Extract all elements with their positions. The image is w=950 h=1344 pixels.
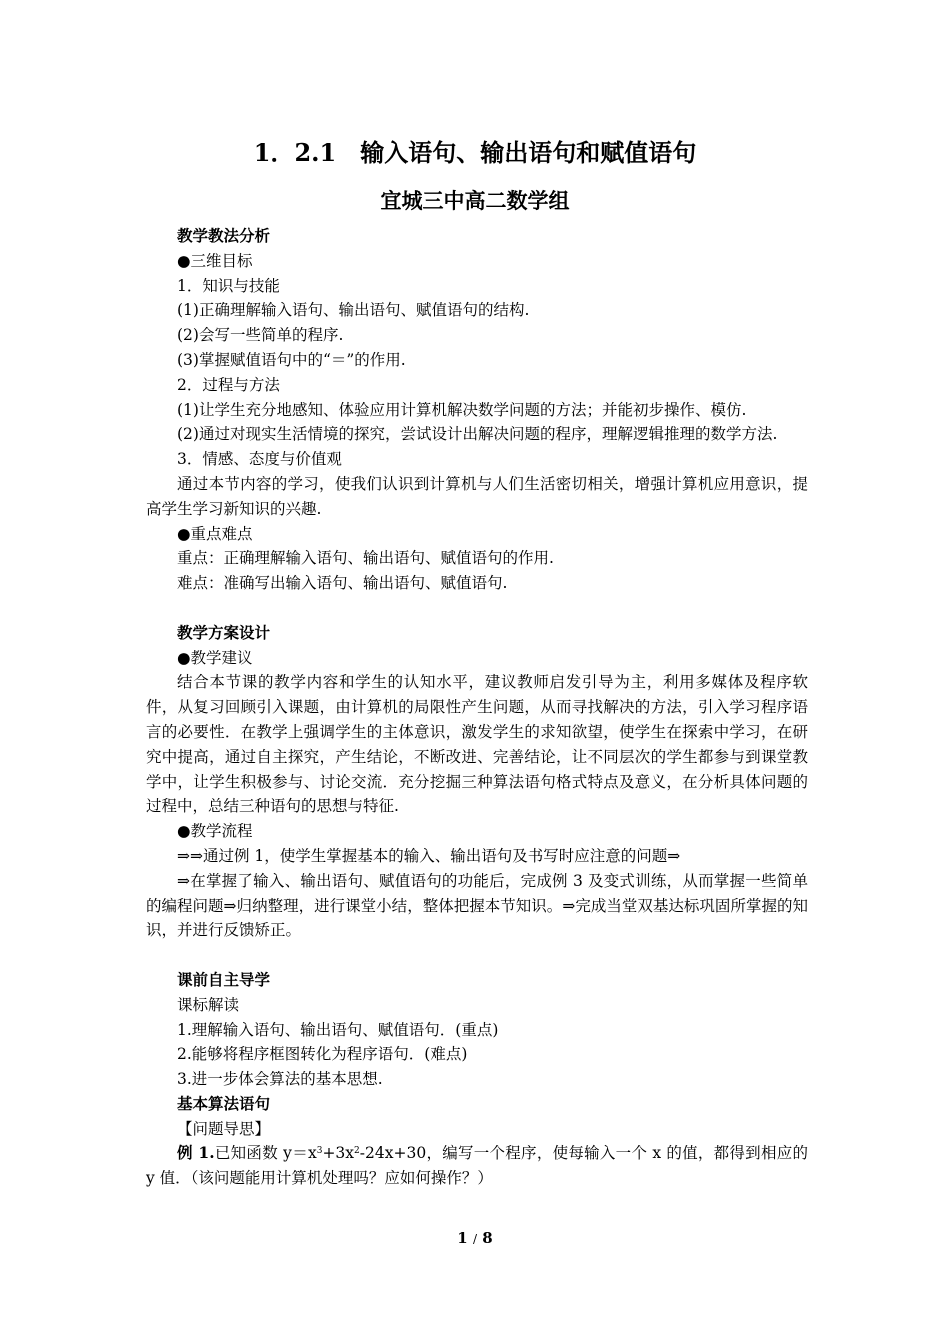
paragraph: 1．知识与技能 xyxy=(177,276,280,295)
paragraph: ⇒⇒通过例 1，使学生掌握基本的输入、输出语句及书写时应注意的问题⇒ xyxy=(177,846,681,865)
paragraph: (3)掌握赋值语句中的“＝”的作用. xyxy=(177,350,406,369)
example-text: +3x xyxy=(322,1144,355,1163)
paragraph: 1.理解输入语句、输出语句、赋值语句．(重点) xyxy=(177,1020,499,1039)
paragraph: (1)让学生充分地感知、体验应用计算机解决数学问题的方法；并能初步操作、模仿. xyxy=(177,400,747,419)
paragraph: (1)正确理解输入语句、输出语句、赋值语句的结构. xyxy=(177,301,530,320)
example-1 xyxy=(146,1141,808,1191)
page-number xyxy=(0,1229,950,1247)
section-heading-teaching-analysis: 教学教法分析 xyxy=(177,226,271,245)
subheading-basic-statements: 基本算法语句 xyxy=(177,1093,271,1113)
paragraph: (2)通过对现实生活情境的探究，尝试设计出解决问题的程序，理解逻辑推理的数学方法. xyxy=(177,425,778,444)
example-label: 例 1. xyxy=(177,1143,215,1163)
document-body xyxy=(146,224,808,1191)
paragraph: 重点：正确理解输入语句、输出语句、赋值语句的作用. xyxy=(177,549,554,568)
current-page: 1 xyxy=(457,1229,468,1247)
paragraph: 2．过程与方法 xyxy=(177,375,280,394)
paragraph: 【问题导思】 xyxy=(177,1119,271,1138)
paragraph: ⇒在掌握了输入、输出语句、赋值语句的功能后，完成例 3 及变式训练，从而掌握一些简单的编程问题⇒归纳整理，进行课堂小结，整体把握本节知识。⇒完成当堂双基达标巩固所掌握的知识，并进行反馈矫正。 xyxy=(146,871,808,940)
superscript: 3 xyxy=(316,1146,323,1157)
page-separator: / xyxy=(472,1232,478,1246)
paragraph: ●重点难点 xyxy=(177,524,253,543)
paragraph: ●教学建议 xyxy=(177,648,253,667)
paragraph: 3.进一步体会算法的基本思想. xyxy=(177,1070,383,1089)
paragraph: ●三维目标 xyxy=(177,251,253,270)
page-subtitle: 宜城三中高二数学组 xyxy=(380,188,570,213)
superscript: 2 xyxy=(354,1146,360,1157)
paragraph: 2.能够将程序框图转化为程序语句．(难点) xyxy=(177,1045,468,1064)
section-heading-self-study: 课前自主导学 xyxy=(177,969,271,989)
total-pages: 8 xyxy=(482,1229,493,1247)
section-heading-teaching-design: 教学方案设计 xyxy=(177,622,271,642)
paragraph: 课标解读 xyxy=(177,995,240,1014)
paragraph: ●教学流程 xyxy=(177,822,253,841)
paragraph: 结合本节课的教学内容和学生的认知水平，建议教师启发引导为主，利用多媒体及程序软件，从复习回顾引入课题，由计算机的局限性产生问题，从而寻找解决的方法，引入学习程序语言的必要性．在教学上强调学生的主体意识，激发学生的求知欲望，使学生在探索中学习，在研究中提高，通过自主探究，产生结论，不断改进、完善结论，让不同层次的学生都参与到课堂教学中，让学生积极参与、讨论交流．充分挖掘三种算法语句格式特点及意义，在分析具体问题的过程中，总结三种语句的思想与特征. xyxy=(146,673,808,816)
spacer xyxy=(146,943,808,968)
page-title: 1．2.1 输入语句、输出语句和赋值语句 xyxy=(253,138,697,167)
paragraph: 通过本节内容的学习，使我们认识到计算机与人们生活密切相关，增强计算机应用意识，提高学生学习新知识的兴趣. xyxy=(146,474,808,518)
example-text: 已知函数 y＝x xyxy=(214,1144,317,1163)
paragraph: 难点：准确写出输入语句、输出语句、赋值语句. xyxy=(177,574,508,593)
spacer xyxy=(146,596,808,621)
paragraph: 3．情感、态度与价值观 xyxy=(177,450,342,469)
example-text: -24x+30，编写一个程序，使每输入一个 x 的值，都得到相应的 y 值．（该问题能用计算机处理吗？应如何操作？） xyxy=(146,1144,808,1188)
paragraph: (2)会写一些简单的程序. xyxy=(177,326,344,345)
